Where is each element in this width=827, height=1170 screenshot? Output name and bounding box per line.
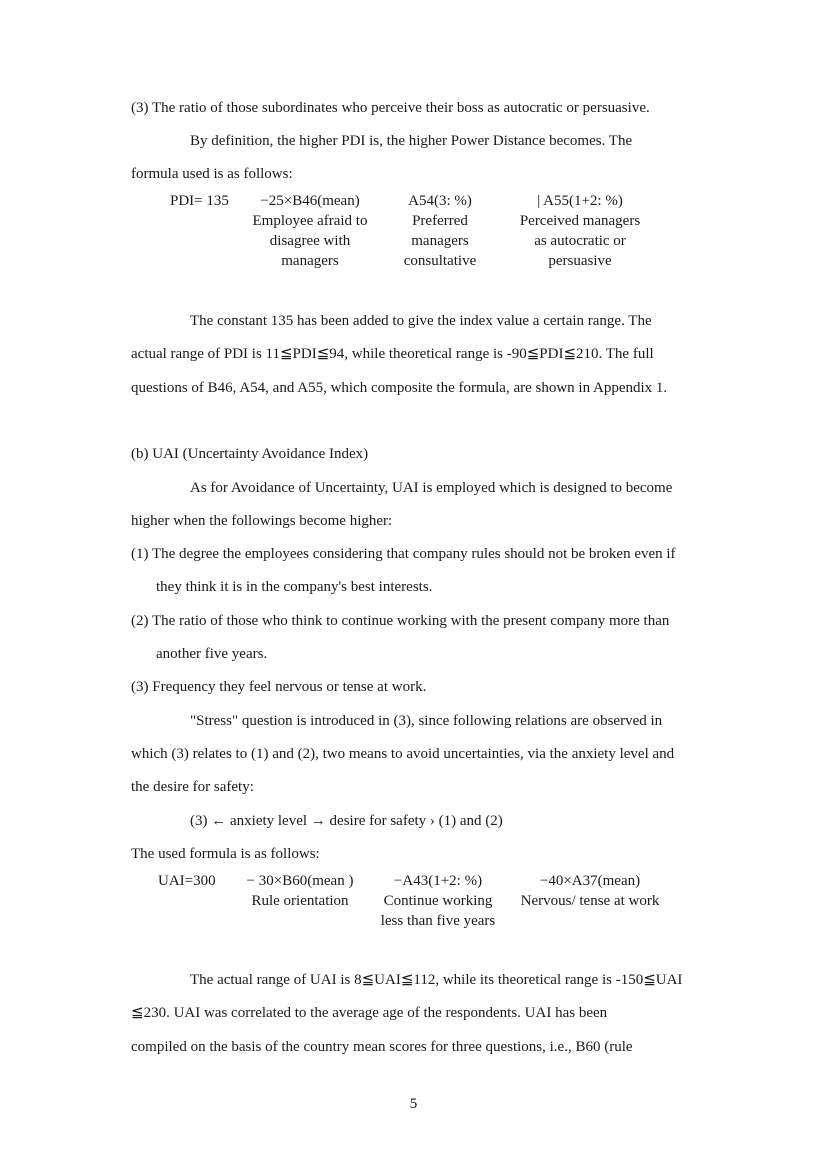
text-line: questions of B46, A54, and A55, which composite the formula, are shown in Appendix 1. bbox=[131, 380, 668, 396]
uai-formula-label: Continue working bbox=[383, 893, 493, 909]
text-line: The constant 135 has been added to give the index value a certain range. The bbox=[190, 313, 652, 329]
uai-formula-term: − 30×B60(mean ) bbox=[246, 873, 354, 889]
uai-formula-label: Rule orientation bbox=[251, 893, 349, 909]
uai-formula-term: −A43(1+2: %) bbox=[393, 873, 483, 889]
text-line: ≦230. UAI was correlated to the average age of the respondents. UAI has been bbox=[131, 1005, 608, 1021]
pdi-formula-label: Employee afraid to bbox=[252, 213, 368, 229]
text-line: higher when the followings become higher: bbox=[131, 513, 393, 529]
uai-formula-term: −40×A37(mean) bbox=[539, 873, 641, 889]
text-line: compiled on the basis of the country mean scores for three questions, i.e., B60 (rule bbox=[131, 1039, 633, 1055]
text-line: "Stress" question is introduced in (3), since following relations are observed in bbox=[190, 713, 663, 729]
text-line: By definition, the higher PDI is, the higher Power Distance becomes. The bbox=[190, 133, 633, 149]
text-line: which (3) relates to (1) and (2), two means to avoid uncertainties, via the anxiety level and bbox=[131, 746, 675, 762]
pdi-formula-term: A54(3: %) bbox=[408, 193, 472, 209]
pdi-formula-label: Perceived managers bbox=[519, 213, 641, 229]
page-number: 5 bbox=[409, 1096, 418, 1112]
text-line: formula used is as follows: bbox=[131, 166, 293, 182]
text-line: actual range of PDI is 11≦PDI≦94, while theoretical range is -90≦PDI≦210. The full bbox=[131, 346, 654, 362]
pdi-formula-term: PDI= 135 bbox=[170, 193, 229, 209]
text-line: The actual range of UAI is 8≦UAI≦112, while its theoretical range is -150≦UAI bbox=[190, 972, 683, 988]
pdi-formula-term: | A55(1+2: %) bbox=[537, 193, 623, 209]
text-line: As for Avoidance of Uncertainty, UAI is employed which is designed to become bbox=[190, 480, 673, 496]
text-line: The used formula is as follows: bbox=[131, 846, 320, 862]
pdi-formula-term: −25×B46(mean) bbox=[260, 193, 360, 209]
pdi-formula-label: persuasive bbox=[548, 253, 612, 269]
uai-formula-label: less than five years bbox=[380, 913, 496, 929]
pdi-formula-label: consultative bbox=[403, 253, 477, 269]
list-item-continuation: they think it is in the company's best interests. bbox=[156, 579, 433, 595]
section-heading: (b) UAI (Uncertainty Avoidance Index) bbox=[131, 446, 369, 462]
pdi-formula-label: managers bbox=[411, 233, 469, 249]
pdi-formula-label: Preferred bbox=[412, 213, 468, 229]
relation-diagram-line: (3) ← anxiety level → desire for safety › (1) and (2) bbox=[190, 813, 503, 829]
pdi-formula-label: managers bbox=[281, 253, 339, 269]
list-item-continuation: another five years. bbox=[156, 646, 268, 662]
pdi-formula-label: disagree with bbox=[269, 233, 351, 249]
pdi-formula-label: as autocratic or bbox=[534, 233, 626, 249]
text-line: the desire for safety: bbox=[131, 779, 254, 795]
list-item: (1) The degree the employees considering that company rules should not be broken even if bbox=[131, 546, 676, 562]
list-item: (3) Frequency they feel nervous or tense at work. bbox=[131, 679, 427, 695]
text-line: (3) The ratio of those subordinates who perceive their boss as autocratic or persuasive. bbox=[131, 100, 650, 116]
uai-formula-term: UAI=300 bbox=[158, 873, 216, 889]
list-item: (2) The ratio of those who think to continue working with the present company more than bbox=[131, 613, 670, 629]
uai-formula-label: Nervous/ tense at work bbox=[520, 893, 660, 909]
